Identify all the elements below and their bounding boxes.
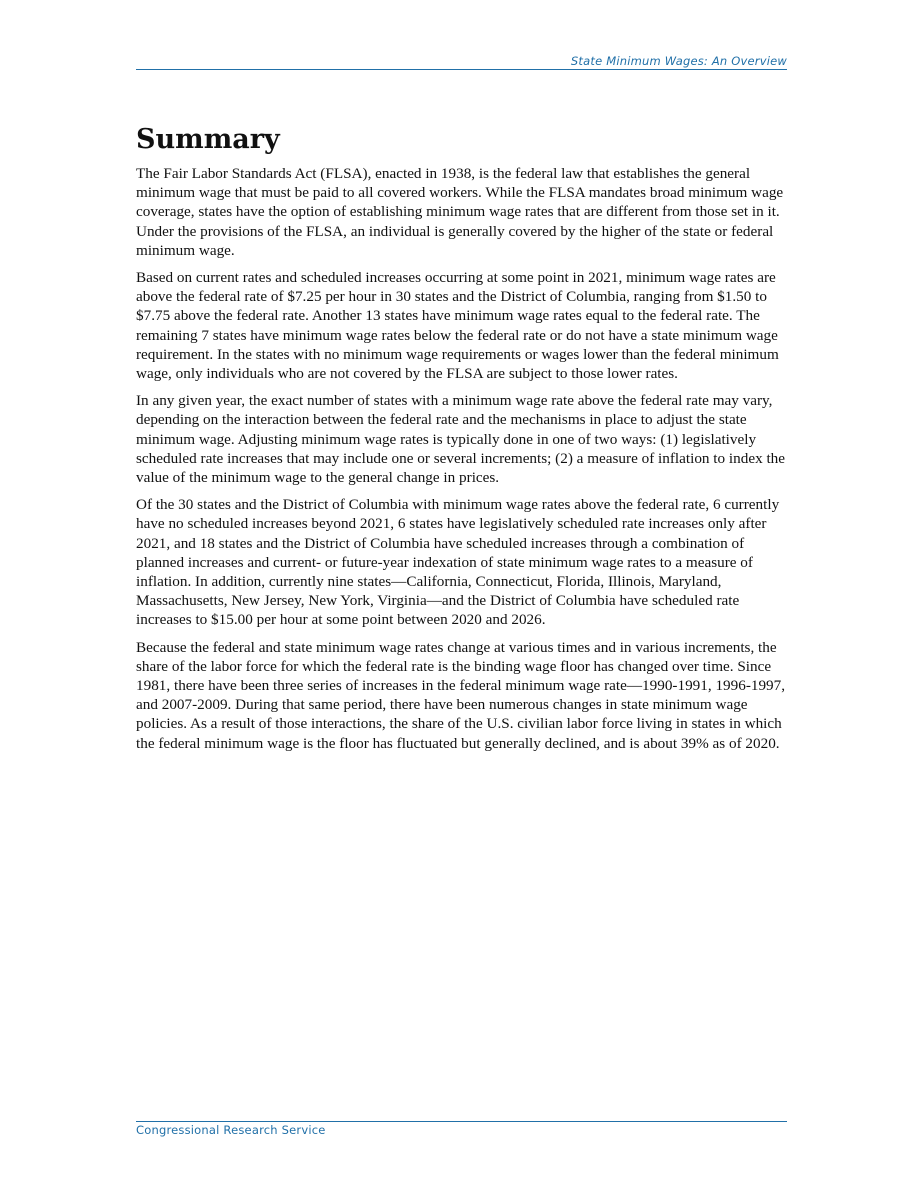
summary-paragraph-1: The Fair Labor Standards Act (FLSA), enacted in 1938, is the federal law that establishes the general minimum wage that must be paid to all covered workers. While the FLSA mandates broad minimum wage coverage, states have the option of establishing minimum wage rates that are different from those set in it. Under the provisions of the FLSA, an individual is generally covered by the higher of the state or federal minimum wage. bbox=[136, 165, 784, 259]
summary-paragraph-4: Of the 30 states and the District of Columbia with minimum wage rates above the federal rate, 6 currently have no scheduled increases beyond 2021, 6 states have legislatively scheduled rate increases only after 2021, and 18 states and the District of Columbia have scheduled increases through a combination of planned increases and current- or future-year indexation of state minimum wage rates to a measure of inflation. In addition, currently nine states—California, Connecticut, Florida, Illinois, Maryland, Massachusetts, New Jersey, New York, Virginia—and the District of Columbia have scheduled rate increases to $15.00 per hour at some point between 2020 and 2026. bbox=[136, 496, 780, 629]
section-title: Summary bbox=[136, 124, 280, 155]
running-footer: Congressional Research Service bbox=[136, 1123, 326, 1137]
summary-paragraph-2: Based on current rates and scheduled increases occurring at some point in 2021, minimum wage rates are above the federal rate of $7.25 per hour in 30 states and the District of Columbia, ranging from $1.50 to $7.75 above the federal rate. Another 13 states have minimum wage rates equal to the federal rate. The remaining 7 states have minimum wage rates below the federal rate or do not have a state minimum wage requirement. In the states with no minimum wage requirements or wages lower than the federal minimum wage, only individuals who are not covered by the FLSA are subject to those lower rates. bbox=[136, 269, 779, 383]
header-divider bbox=[136, 69, 787, 70]
summary-section bbox=[136, 122, 787, 761]
footer-divider bbox=[136, 1121, 787, 1122]
running-header: State Minimum Wages: An Overview bbox=[570, 54, 787, 68]
summary-paragraph-5: Because the federal and state minimum wage rates change at various times and in various increments, the share of the labor force for which the federal rate is the binding wage floor has changed over time. Since 1981, there have been three series of increases in the federal minimum wage rate—1990-1991, 1996-1997, and 2007-2009. During that same period, there have been numerous changes in state minimum wage policies. As a result of those interactions, the share of the U.S. civilian labor force living in states in which the federal minimum wage is the floor has fluctuated but generally declined, and is about 39% as of 2020. bbox=[136, 638, 786, 752]
summary-paragraph-3: In any given year, the exact number of states with a minimum wage rate above the federal rate may vary, depending on the interaction between the federal rate and the mechanisms in place to adjust the state minimum wage. Adjusting minimum wage rates is typically done in one of two ways: (1) legislatively scheduled rate increases that may include one or several increments; (2) a measure of inflation to index the value of the minimum wage to the general change in prices. bbox=[136, 392, 786, 487]
